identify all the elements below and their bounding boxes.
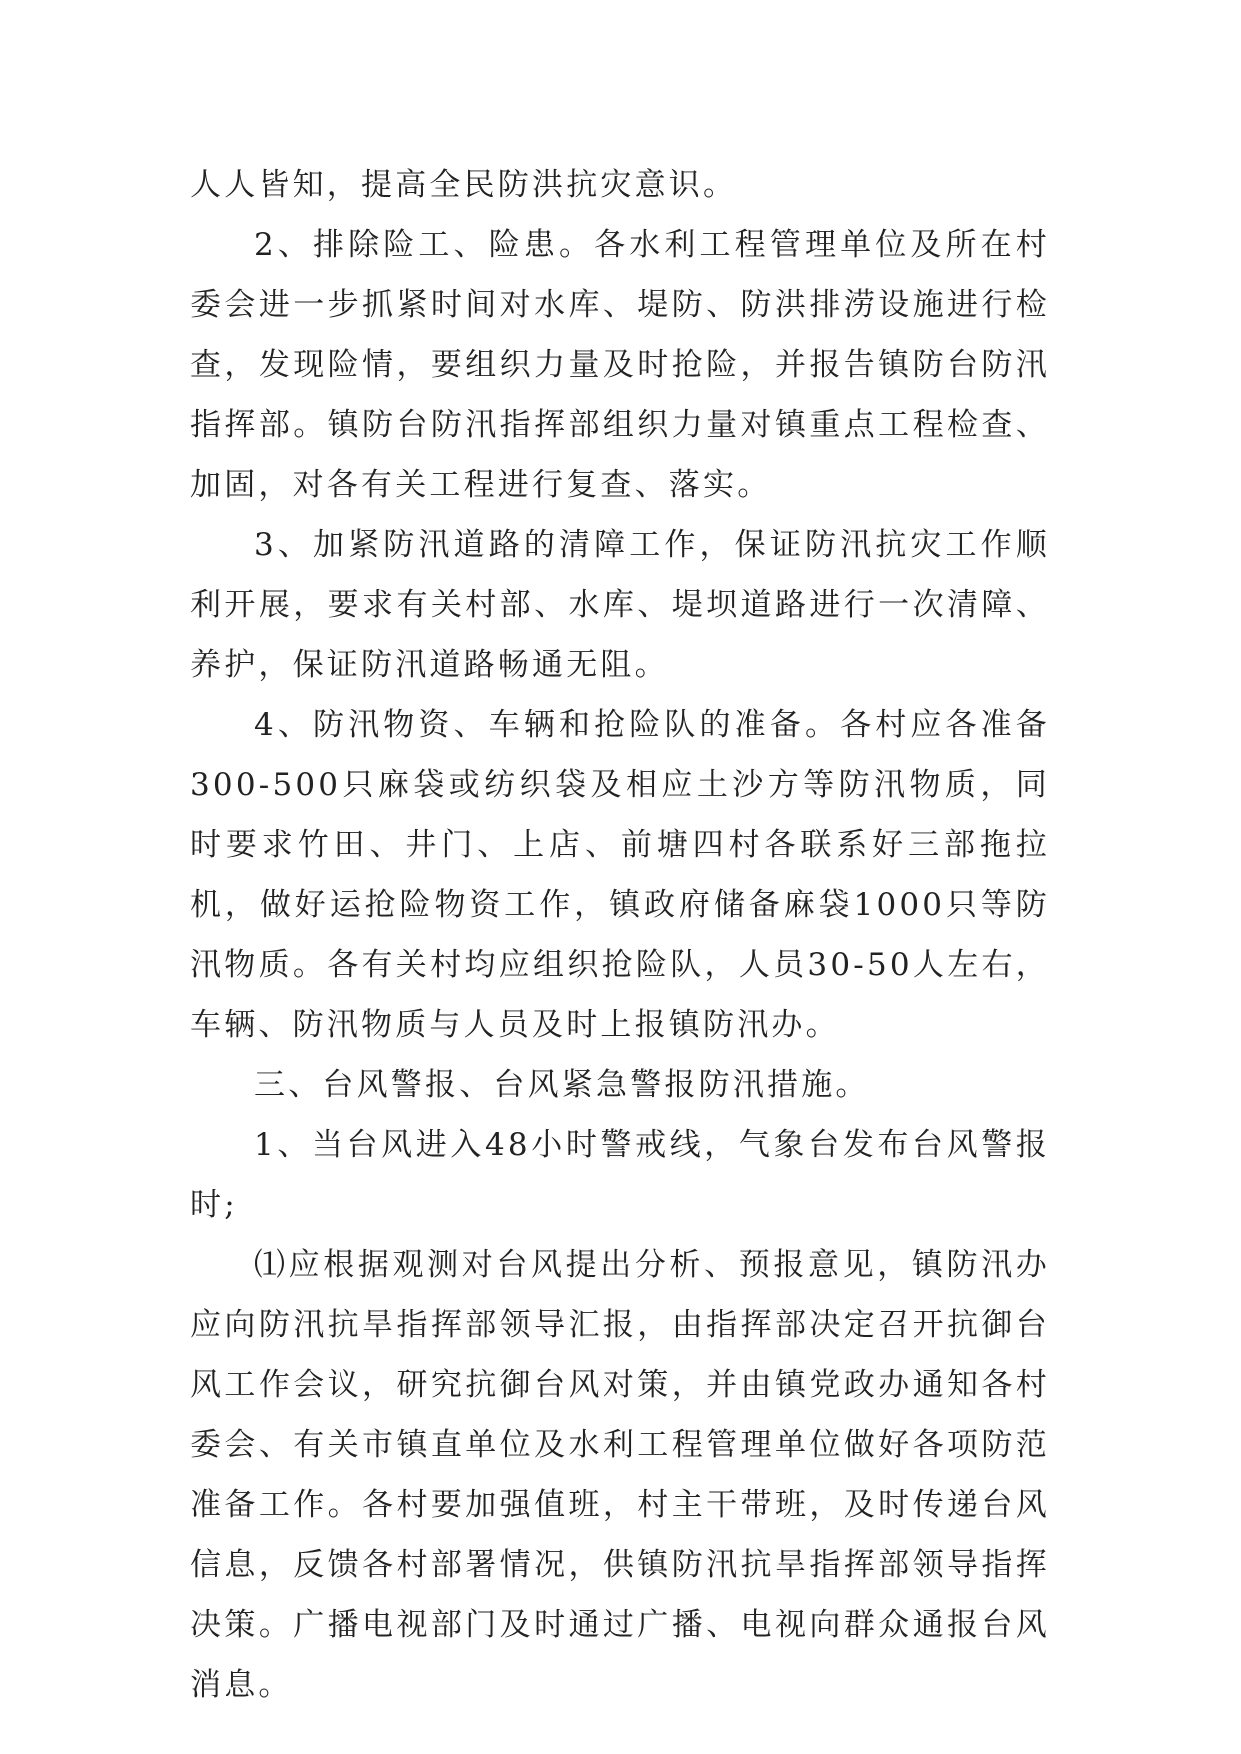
section-heading-3: 三、台风警报、台风紧急警报防汛措施。	[254, 1067, 870, 1103]
paragraph-item-2: 2、排除险工、险患。各水利工程管理单位及所在村委会进一步抓紧时间对水库、堤防、防洪排涝设施进行检查，发现险情，要组织力量及时抢险，并报告镇防台防汛指挥部。镇防台防汛指挥部组织力量对镇重点工程检查、加固，对各有关工程进行复查、落实。	[190, 227, 1050, 503]
document-body	[190, 155, 1050, 1715]
paragraph-subitem-1-1: ⑴应根据观测对台风提出分析、预报意见，镇防汛办应向防汛抗旱指挥部领导汇报，由指挥部决定召开抗御台风工作会议，研究抗御台风对策，并由镇党政办通知各村委会、有关市镇直单位及水利工程管理单位做好各项防范准备工作。各村要加强值班，村主干带班，及时传递台风信息，反馈各村部署情况，供镇防汛抗旱指挥部领导指挥决策。广播电视部门及时通过广播、电视向群众通报台风消息。	[190, 1247, 1050, 1703]
paragraph-continuation: 人人皆知，提高全民防洪抗灾意识。	[190, 167, 738, 203]
paragraph-subitem-1: 1、当台风进入48小时警戒线，气象台发布台风警报时;	[190, 1127, 1050, 1223]
paragraph-item-3: 3、加紧防汛道路的清障工作，保证防汛抗灾工作顺利开展，要求有关村部、水库、堤坝道路进行一次清障、养护，保证防汛道路畅通无阻。	[190, 527, 1050, 683]
paragraph-item-4: 4、防汛物资、车辆和抢险队的准备。各村应各准备300-500只麻袋或纺织袋及相应土沙方等防汛物质，同时要求竹田、井门、上店、前塘四村各联系好三部拖拉机，做好运抢险物资工作，镇政府储备麻袋1000只等防汛物质。各有关村均应组织抢险队，人员30-50人左右，车辆、防汛物质与人员及时上报镇防汛办。	[190, 707, 1050, 1043]
